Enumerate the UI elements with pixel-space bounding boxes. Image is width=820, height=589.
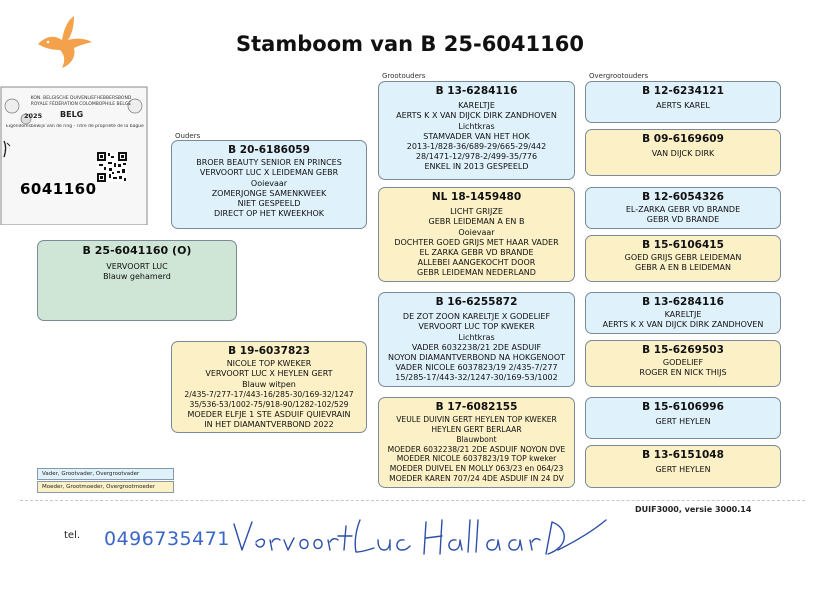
qr-code-icon	[97, 152, 127, 182]
grandfather-paternal-box[interactable]	[378, 81, 575, 180]
column-label-overgrootouders: Overgrootouders	[589, 72, 649, 80]
pigeon-ring: B 15-6106415	[642, 239, 724, 251]
pigeon-details: BROER BEAUTY SENIOR EN PRINCES VERVOORT LUC X LEIDEMAN GEBR Ooievaar ZOMERJONGE SAMENKWEEK NIET GESPEELD DIRECT OP HET KWEEKHOK	[196, 158, 342, 219]
pigeon-details: LICHT GRIJZE GEBR LEIDEMAN A EN B Ooievaar DOCHTER GOED GRIJS MET HAAR VADER EL ZARKA GEBR VD BRANDE ALLEBEI AANGEKOCHT DOOR GEBR LEIDEMAN NEDERLAND	[394, 207, 559, 278]
legend-female: Moeder, Grootmoeder, Overgrootmoeder	[37, 481, 174, 493]
phone-number: 0496735471	[104, 528, 230, 550]
great-grandparent-box-8[interactable]	[585, 445, 781, 488]
pigeon-details: EL-ZARKA GEBR VD BRANDE GEBR VD BRANDE	[625, 205, 741, 225]
great-grandparent-box-2[interactable]	[585, 129, 781, 176]
pigeon-details: VEULE DUIVIN GERT HEYLEN TOP KWEKER HEYLEN GERT BERLAAR Blauwbont MOEDER 6032238/21 2DE ASDUIF NOYON DVE MOEDER NICOLE 6037823/19 TOP kweker MOEDER DUIVEL EN MOLLY 063/23 en 064/23 MOEDER KAREN 707/24 4DE ASDUIF IN 24 DV	[387, 415, 566, 483]
pigeon-ring: B 25-6041160 (O)	[82, 244, 192, 257]
great-grandparent-box-7[interactable]	[585, 397, 781, 439]
ring-card-year: 2025	[24, 112, 43, 120]
grandmother-maternal-box[interactable]	[378, 397, 575, 488]
great-grandparent-box-1[interactable]	[585, 81, 781, 123]
pigeon-ring: B 13-6284116	[435, 85, 518, 97]
column-label-grootouders: Grootouders	[382, 72, 426, 80]
divider	[20, 500, 805, 501]
pigeon-details: VAN DIJCK DIRK	[651, 149, 715, 159]
legend-male: Vader, Grootvader, Overgrootvader	[37, 468, 174, 480]
ring-card-number: 6041160	[20, 180, 97, 198]
pigeon-ring: B 09-6169609	[642, 133, 724, 145]
subject-pigeon-box[interactable]	[37, 240, 237, 321]
ring-card-caption: Eigendomsbewijs van de ring - Titre de propriété de la bague	[6, 124, 144, 129]
software-version: DUIF3000, versie 3000.14	[635, 505, 752, 514]
pigeon-ring: B 15-6106996	[642, 401, 724, 413]
pigeon-details: NICOLE TOP KWEKER VERVOORT LUC X HEYLEN GERT Blauw witpen 2/435-7/277-17/443-16/285-30/169-32/1247 35/536-53/1002-75/918-90/1282-102/529 MOEDER ELFJE 1 STE ASDUIF QUIEVRAIN IN HET DIAMANTVERBOND 2022	[184, 359, 354, 430]
pigeon-ring: NL 18-1459480	[431, 191, 522, 203]
tel-label: tel.	[64, 530, 81, 541]
pigeon-ring: B 17-6082155	[435, 401, 518, 413]
ring-card-country: BELG	[60, 110, 84, 119]
pigeon-details: AERTS KAREL	[656, 101, 710, 111]
ring-card-org: KON. BELGISCHE DUIVENLIEFHEBBERSBOND ROYALE FÉDÉRATION COLOMBOPHILE BELGE	[30, 96, 132, 107]
pigeon-ring: B 20-6186059	[228, 144, 310, 156]
grandmother-paternal-box[interactable]	[378, 187, 575, 282]
pigeon-ring: B 16-6255872	[435, 296, 518, 308]
mother-box[interactable]	[171, 341, 367, 433]
pigeon-details: GOED GRIJS GEBR LEIDEMAN GEBR A EN B LEIDEMAN	[624, 253, 742, 273]
pigeon-details: GERT HEYLEN	[655, 465, 711, 475]
pigeon-details: GODELIEF ROGER EN NICK THIJS	[639, 358, 727, 378]
great-grandparent-box-6[interactable]	[585, 340, 781, 387]
great-grandparent-box-3[interactable]	[585, 187, 781, 229]
page-title: Stamboom van B 25-6041160	[236, 32, 584, 56]
pigeon-ring: B 12-6234121	[642, 85, 724, 97]
pigeon-ring: B 12-6054326	[642, 191, 724, 203]
pigeon-details: GERT HEYLEN	[655, 417, 711, 427]
pigeon-ring: B 19-6037823	[228, 345, 310, 357]
handwritten-signature	[228, 510, 608, 562]
father-box[interactable]	[171, 140, 367, 229]
great-grandparent-box-5[interactable]	[585, 292, 781, 334]
pigeon-details: KARELTJE AERTS K X VAN DIJCK DIRK ZANDHOVEN Lichtkras STAMVADER VAN HET HOK 2013-1/828-36/689-29/665-29/442 28/1471-12/978-2/499-35/776 ENKEL IN 2013 GESPEELD	[396, 101, 557, 172]
pigeon-ring: B 15-6269503	[642, 344, 724, 356]
grandfather-maternal-box[interactable]	[378, 292, 575, 387]
pigeon-details: VERVOORT LUC Blauw gehamerd	[103, 262, 171, 282]
column-label-ouders: Ouders	[175, 132, 201, 140]
pigeon-details: KARELTJE AERTS K X VAN DIJCK DIRK ZANDHOVEN	[602, 310, 764, 330]
pigeon-ring: B 13-6151048	[642, 449, 724, 461]
pigeon-details: DE ZOT ZOON KARELTJE X GODELIEF VERVOORT LUC TOP KWEKER Lichtkras VADER 6032238/21 2DE ASDUIF NOYON DIAMANTVERBOND NA HOKGENOOT VADER NICOLE 6037823/19 2/435-7/277 15/285-17/443-32/1247-30/169-53/1002	[387, 312, 566, 383]
pigeon-ring: B 13-6284116	[642, 296, 724, 308]
great-grandparent-box-4[interactable]	[585, 235, 781, 282]
